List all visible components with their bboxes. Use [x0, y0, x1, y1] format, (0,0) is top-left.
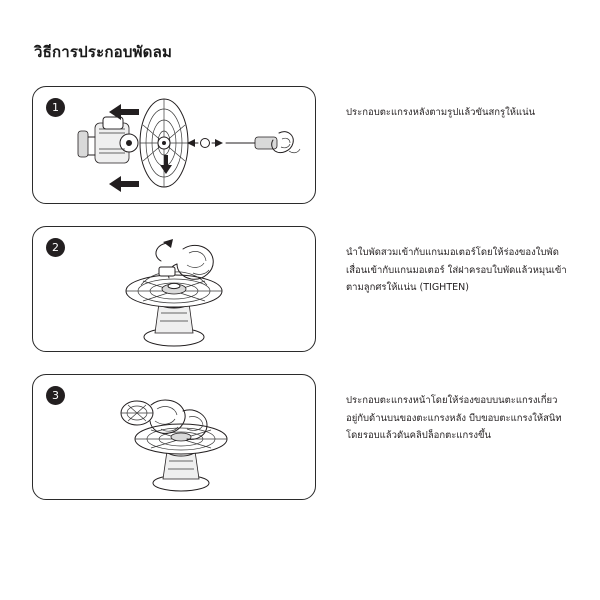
page-title: วิธีการประกอบพัดลม [34, 43, 173, 61]
step-2-badge: 2 [46, 238, 65, 257]
step-3-text [346, 374, 568, 445]
step-2-figure [32, 226, 316, 352]
step-1-badge: 1 [46, 98, 65, 117]
step-row-2 [32, 226, 568, 352]
step-row-3 [32, 374, 568, 500]
step-1-text [346, 86, 568, 122]
step-1-figure [32, 86, 316, 204]
step-3-figure [32, 374, 316, 500]
step-3-badge: 3 [46, 386, 65, 405]
fan-front-guard-clip-illustration [33, 375, 315, 499]
step-row-1 [32, 86, 568, 204]
fan-rear-guard-assembly-illustration [33, 87, 315, 203]
step-2-description: นำใบพัดสวมเข้ากับแกนมอเตอร์โดยให้ร่องของใบพัดเสื่อนเข้ากับแกนมอเตอร์ ใส่ฝาครอบใบพัดแล้วหมุนเข้าตามลูกศรให้แน่น (TIGHTEN) [346, 247, 567, 294]
step-2-text [346, 226, 568, 297]
step-3-description: ประกอบตะแกรงหน้าโดยให้ร่องขอบบนตะแกรงเกี่ยวอยู่กับด้านบนของตะแกรงหลัง บีบขอบตะแกรงให้สนิทโดยรอบแล้วดันคลิปล็อกตะแกรงขึ้น [346, 395, 562, 442]
step-1-description: ประกอบตะแกรงหลังตามรูปแล้วขันสกรูให้แน่น [346, 107, 536, 118]
fan-blade-and-nut-assembly-illustration [33, 227, 315, 351]
